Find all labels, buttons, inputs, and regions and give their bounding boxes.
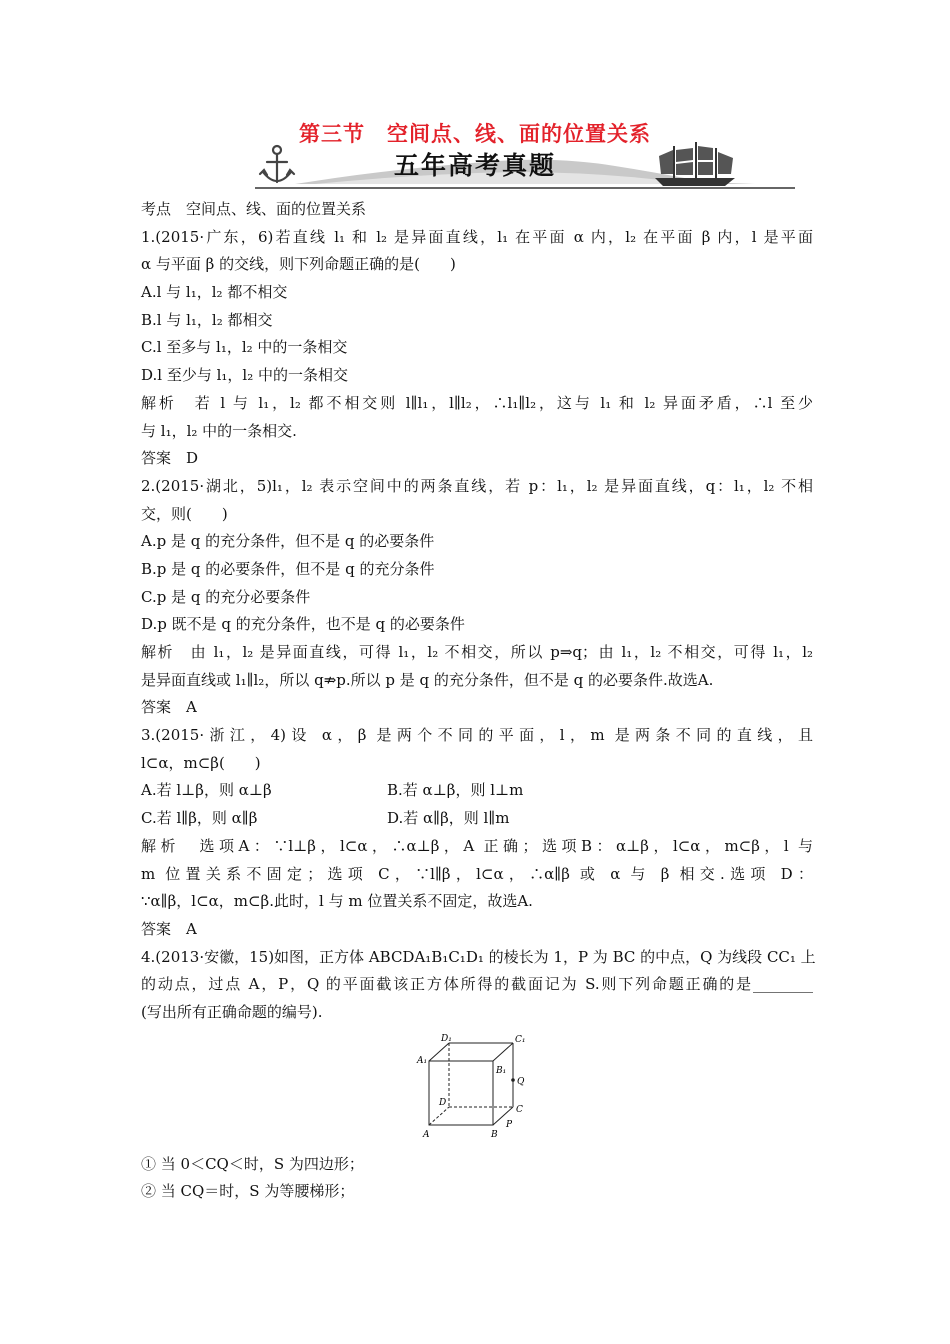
q2-answer: 答案 A <box>141 698 197 717</box>
label-Q: Q <box>517 1076 525 1087</box>
q4-statement-1: ① 当 0＜CQ＜时，S 为四边形； <box>141 1154 364 1173</box>
q1-option-c: C.l 至多与 l₁，l₂ 中的一条相交 <box>141 338 348 357</box>
banner-title: 五年高考真题 <box>393 151 556 180</box>
q1-analysis-cont: 与 l₁，l₂ 中的一条相交. <box>141 421 297 440</box>
label-A1: A₁ <box>417 1055 428 1066</box>
q2-stem: 2.(2015·湖北，5)l₁，l₂ 表示空间中的两条直线，若 p：l₁，l₂ 是异面直线，q：l₁，l₂ 不相 <box>141 476 813 495</box>
label-B1: B₁ <box>496 1065 507 1076</box>
q3-options-row-1 <box>141 777 813 805</box>
document-body <box>141 196 816 1206</box>
label-B: B <box>491 1129 498 1140</box>
q2-stem-cont: 交，则( ) <box>141 504 228 523</box>
label-A: A <box>423 1129 430 1140</box>
q2-option-a: A.p 是 q 的充分条件，但不是 q 的必要条件 <box>141 532 435 551</box>
q3-analysis-cont-2: ∵α∥β，l⊂α，m⊂β.此时，l 与 m 位置关系不固定，故选A. <box>141 892 533 911</box>
label-P: P <box>506 1119 513 1130</box>
q3-analysis-cont-1: m 位置关系不固定；选项 C，∵l∥β，l⊂α，∴α∥β 或 α 与 β 相交.选项 D： <box>141 864 813 883</box>
q3-stem: 3.(2015·浙江，4)设 α，β 是两个不同的平面，l，m 是两条不同的直线，且 <box>141 726 813 745</box>
label-D: D <box>439 1097 447 1108</box>
q1-stem: 1.(2015·广东，6)若直线 l₁ 和 l₂ 是异面直线，l₁ 在平面 α 内，l₂ 在平面 β 内，l 是平面 <box>141 227 813 246</box>
section-title: 第三节 空间点、线、面的位置关系 <box>299 122 651 146</box>
q1-option-b: B.l 与 l₁，l₂ 都相交 <box>141 310 273 329</box>
q4-stem-cont-1: 的动点，过点 A，P，Q 的平面截该正方体所得的截面记为 S.则下列命题正确的是________ <box>141 975 813 994</box>
q4-stem-cont-2: (写出所有正确命题的编号). <box>141 1002 323 1021</box>
label-C: C <box>516 1104 523 1115</box>
q3-option-c: C.若 l∥β，则 α∥β <box>141 809 258 828</box>
q3-option-b: B.若 α⊥β，则 l⊥m <box>387 781 524 800</box>
topic-heading: 考点 空间点、线、面的位置关系 <box>141 200 367 218</box>
label-C1: C₁ <box>515 1034 526 1045</box>
q1-answer: 答案 D <box>141 449 199 468</box>
q4-statement-2: ② 当 CQ＝时，S 为等腰梯形； <box>141 1182 355 1201</box>
q3-analysis: 解析 选项A：∵l⊥β，l⊂α，∴α⊥β，A 正确；选项B：α⊥β，l⊂α，m⊂β，l 与 <box>141 836 813 855</box>
q3-option-a: A.若 l⊥β，则 α⊥β <box>141 781 272 800</box>
q4-stem: 4.(2013·安徽，15)如图，正方体 ABCDA₁B₁C₁D₁ 的棱长为 1，P 为 BC 的中点，Q 为线段 CC₁ 上 <box>141 947 816 966</box>
q2-option-b: B.p 是 q 的必要条件，但不是 q 的充分条件 <box>141 559 435 578</box>
q1-stem-cont: α 与平面 β 的交线，则下列命题正确的是( ) <box>141 255 456 274</box>
q1-option-d: D.l 至少与 l₁，l₂ 中的一条相交 <box>141 366 348 385</box>
anchor-icon <box>260 146 294 182</box>
q3-answer: 答案 A <box>141 919 197 938</box>
q1-option-a: A.l 与 l₁，l₂ 都不相交 <box>141 283 288 302</box>
q3-stem-cont: l⊂α，m⊂β( ) <box>141 753 261 772</box>
q2-analysis-cont: 是异面直线或 l₁∥l₂，所以 q⇏p.所以 p 是 q 的充分条件，但不是 q 的必要条件.故选A. <box>141 670 714 689</box>
q2-option-d: D.p 既不是 q 的充分条件，也不是 q 的必要条件 <box>141 615 465 634</box>
ship-icon <box>655 142 735 186</box>
q2-option-c: C.p 是 q 的充分必要条件 <box>141 587 311 606</box>
q3-options-row-2 <box>141 805 813 833</box>
label-D1: D₁ <box>441 1033 452 1044</box>
q2-analysis: 解析 由 l₁，l₂ 是异面直线，可得 l₁，l₂ 不相交，所以 p⇒q；由 l₁，l₂ 不相交，可得 l₁，l₂ <box>141 643 813 661</box>
cube-figure <box>415 1033 537 1151</box>
q3-option-d: D.若 α∥β，则 l∥m <box>387 809 510 828</box>
q1-analysis: 解析 若 l 与 l₁，l₂ 都不相交则 l∥l₁，l∥l₂，∴l₁∥l₂，这与 l₁ 和 l₂ 异面矛盾，∴l 至少 <box>141 393 813 412</box>
